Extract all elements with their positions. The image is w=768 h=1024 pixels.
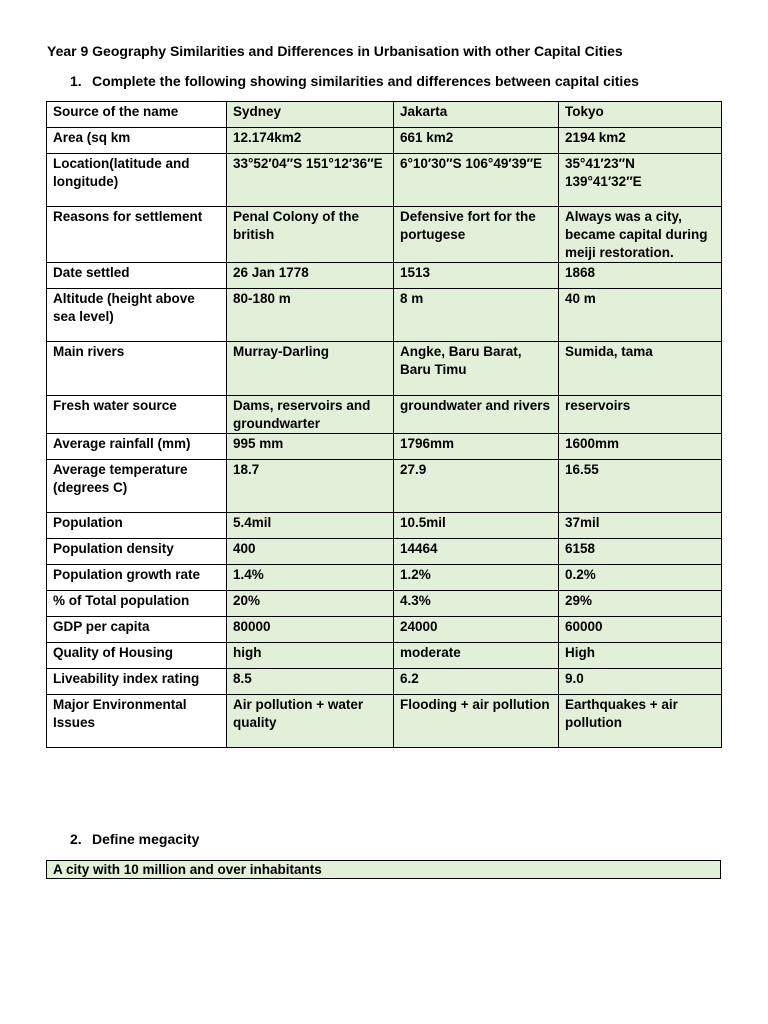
sydney-cell: Air pollution + water quality xyxy=(227,695,394,748)
tokyo-cell: 9.0 xyxy=(559,669,722,695)
jakarta-cell: 27.9 xyxy=(394,460,559,513)
tokyo-cell: Sumida, tama xyxy=(559,342,722,396)
sydney-cell: 26 Jan 1778 xyxy=(227,263,394,289)
table-row xyxy=(47,128,722,154)
header-jakarta: Jakarta xyxy=(394,102,559,128)
table-row xyxy=(47,154,722,207)
row-label: Average temperature (degrees C) xyxy=(47,460,227,513)
jakarta-cell: 14464 xyxy=(394,539,559,565)
table-row xyxy=(47,591,722,617)
table-row xyxy=(47,263,722,289)
tokyo-cell: Always was a city, became capital during meiji restoration. xyxy=(559,207,722,263)
table-row xyxy=(47,695,722,748)
table-row xyxy=(47,342,722,396)
row-label: % of Total population xyxy=(47,591,227,617)
row-label: Date settled xyxy=(47,263,227,289)
tokyo-cell: 1600mm xyxy=(559,434,722,460)
table-row xyxy=(47,434,722,460)
sydney-cell: 20% xyxy=(227,591,394,617)
row-label: Main rivers xyxy=(47,342,227,396)
row-label: Major Environmental Issues xyxy=(47,695,227,748)
row-label: Reasons for settlement xyxy=(47,207,227,263)
row-label: Average rainfall (mm) xyxy=(47,434,227,460)
sydney-cell: 400 xyxy=(227,539,394,565)
sydney-cell: high xyxy=(227,643,394,669)
tokyo-cell: 40 m xyxy=(559,289,722,342)
sydney-cell: Murray-Darling xyxy=(227,342,394,396)
jakarta-cell: 1796mm xyxy=(394,434,559,460)
sydney-cell: 8.5 xyxy=(227,669,394,695)
row-label: Liveability index rating xyxy=(47,669,227,695)
row-label: Population xyxy=(47,513,227,539)
table-row xyxy=(47,617,722,643)
comparison-table xyxy=(46,101,722,748)
question-2-number: 2. xyxy=(70,831,82,847)
sydney-cell: Dams, reservoirs and groundwarter xyxy=(227,396,394,434)
table-row xyxy=(47,513,722,539)
jakarta-cell: Angke, Baru Barat, Baru Timu xyxy=(394,342,559,396)
jakarta-cell: 6°10′30″S 106°49′39″E xyxy=(394,154,559,207)
tokyo-cell: Earthquakes + air pollution xyxy=(559,695,722,748)
header-sydney: Sydney xyxy=(227,102,394,128)
table-row xyxy=(47,460,722,513)
sydney-cell: 1.4% xyxy=(227,565,394,591)
sydney-cell: Penal Colony of the british xyxy=(227,207,394,263)
tokyo-cell: 16.55 xyxy=(559,460,722,513)
jakarta-cell: 24000 xyxy=(394,617,559,643)
sydney-cell: 995 mm xyxy=(227,434,394,460)
jakarta-cell: moderate xyxy=(394,643,559,669)
question-1 xyxy=(70,73,639,89)
row-label: Fresh water source xyxy=(47,396,227,434)
row-label: Location(latitude and longitude) xyxy=(47,154,227,207)
tokyo-cell: reservoirs xyxy=(559,396,722,434)
question-1-text: Complete the following showing similarities and differences between capital cities xyxy=(92,73,639,89)
tokyo-cell: 6158 xyxy=(559,539,722,565)
tokyo-cell: 29% xyxy=(559,591,722,617)
page-title: Year 9 Geography Similarities and Differences in Urbanisation with other Capital Cities xyxy=(47,43,623,59)
question-1-number: 1. xyxy=(70,73,82,89)
row-label: Area (sq km xyxy=(47,128,227,154)
row-label: GDP per capita xyxy=(47,617,227,643)
jakarta-cell: 10.5mil xyxy=(394,513,559,539)
jakarta-cell: 1513 xyxy=(394,263,559,289)
jakarta-cell: 4.3% xyxy=(394,591,559,617)
row-label: Quality of Housing xyxy=(47,643,227,669)
row-label: Altitude (height above sea level) xyxy=(47,289,227,342)
header-source: Source of the name xyxy=(47,102,227,128)
sydney-cell: 12.174km2 xyxy=(227,128,394,154)
jakarta-cell: Defensive fort for the portugese xyxy=(394,207,559,263)
tokyo-cell: 60000 xyxy=(559,617,722,643)
sydney-cell: 80-180 m xyxy=(227,289,394,342)
question-2-text: Define megacity xyxy=(92,831,200,847)
header-tokyo: Tokyo xyxy=(559,102,722,128)
sydney-cell: 18.7 xyxy=(227,460,394,513)
jakarta-cell: Flooding + air pollution xyxy=(394,695,559,748)
question-2 xyxy=(70,831,199,847)
tokyo-cell: High xyxy=(559,643,722,669)
sydney-cell: 5.4mil xyxy=(227,513,394,539)
table-row xyxy=(47,289,722,342)
table-row xyxy=(47,539,722,565)
tokyo-cell: 37mil xyxy=(559,513,722,539)
row-label: Population density xyxy=(47,539,227,565)
answer-2-box: A city with 10 million and over inhabitants xyxy=(46,860,721,879)
table-row xyxy=(47,565,722,591)
jakarta-cell: 8 m xyxy=(394,289,559,342)
jakarta-cell: groundwater and rivers xyxy=(394,396,559,434)
tokyo-cell: 1868 xyxy=(559,263,722,289)
jakarta-cell: 661 km2 xyxy=(394,128,559,154)
table-row xyxy=(47,669,722,695)
sydney-cell: 80000 xyxy=(227,617,394,643)
sydney-cell: 33°52′04″S 151°12′36″E xyxy=(227,154,394,207)
jakarta-cell: 6.2 xyxy=(394,669,559,695)
table-header-row xyxy=(47,102,722,128)
table-row xyxy=(47,207,722,263)
table-row xyxy=(47,396,722,434)
row-label: Population growth rate xyxy=(47,565,227,591)
jakarta-cell: 1.2% xyxy=(394,565,559,591)
tokyo-cell: 0.2% xyxy=(559,565,722,591)
tokyo-cell: 35°41′23″N 139°41′32″E xyxy=(559,154,722,207)
table-row xyxy=(47,643,722,669)
tokyo-cell: 2194 km2 xyxy=(559,128,722,154)
